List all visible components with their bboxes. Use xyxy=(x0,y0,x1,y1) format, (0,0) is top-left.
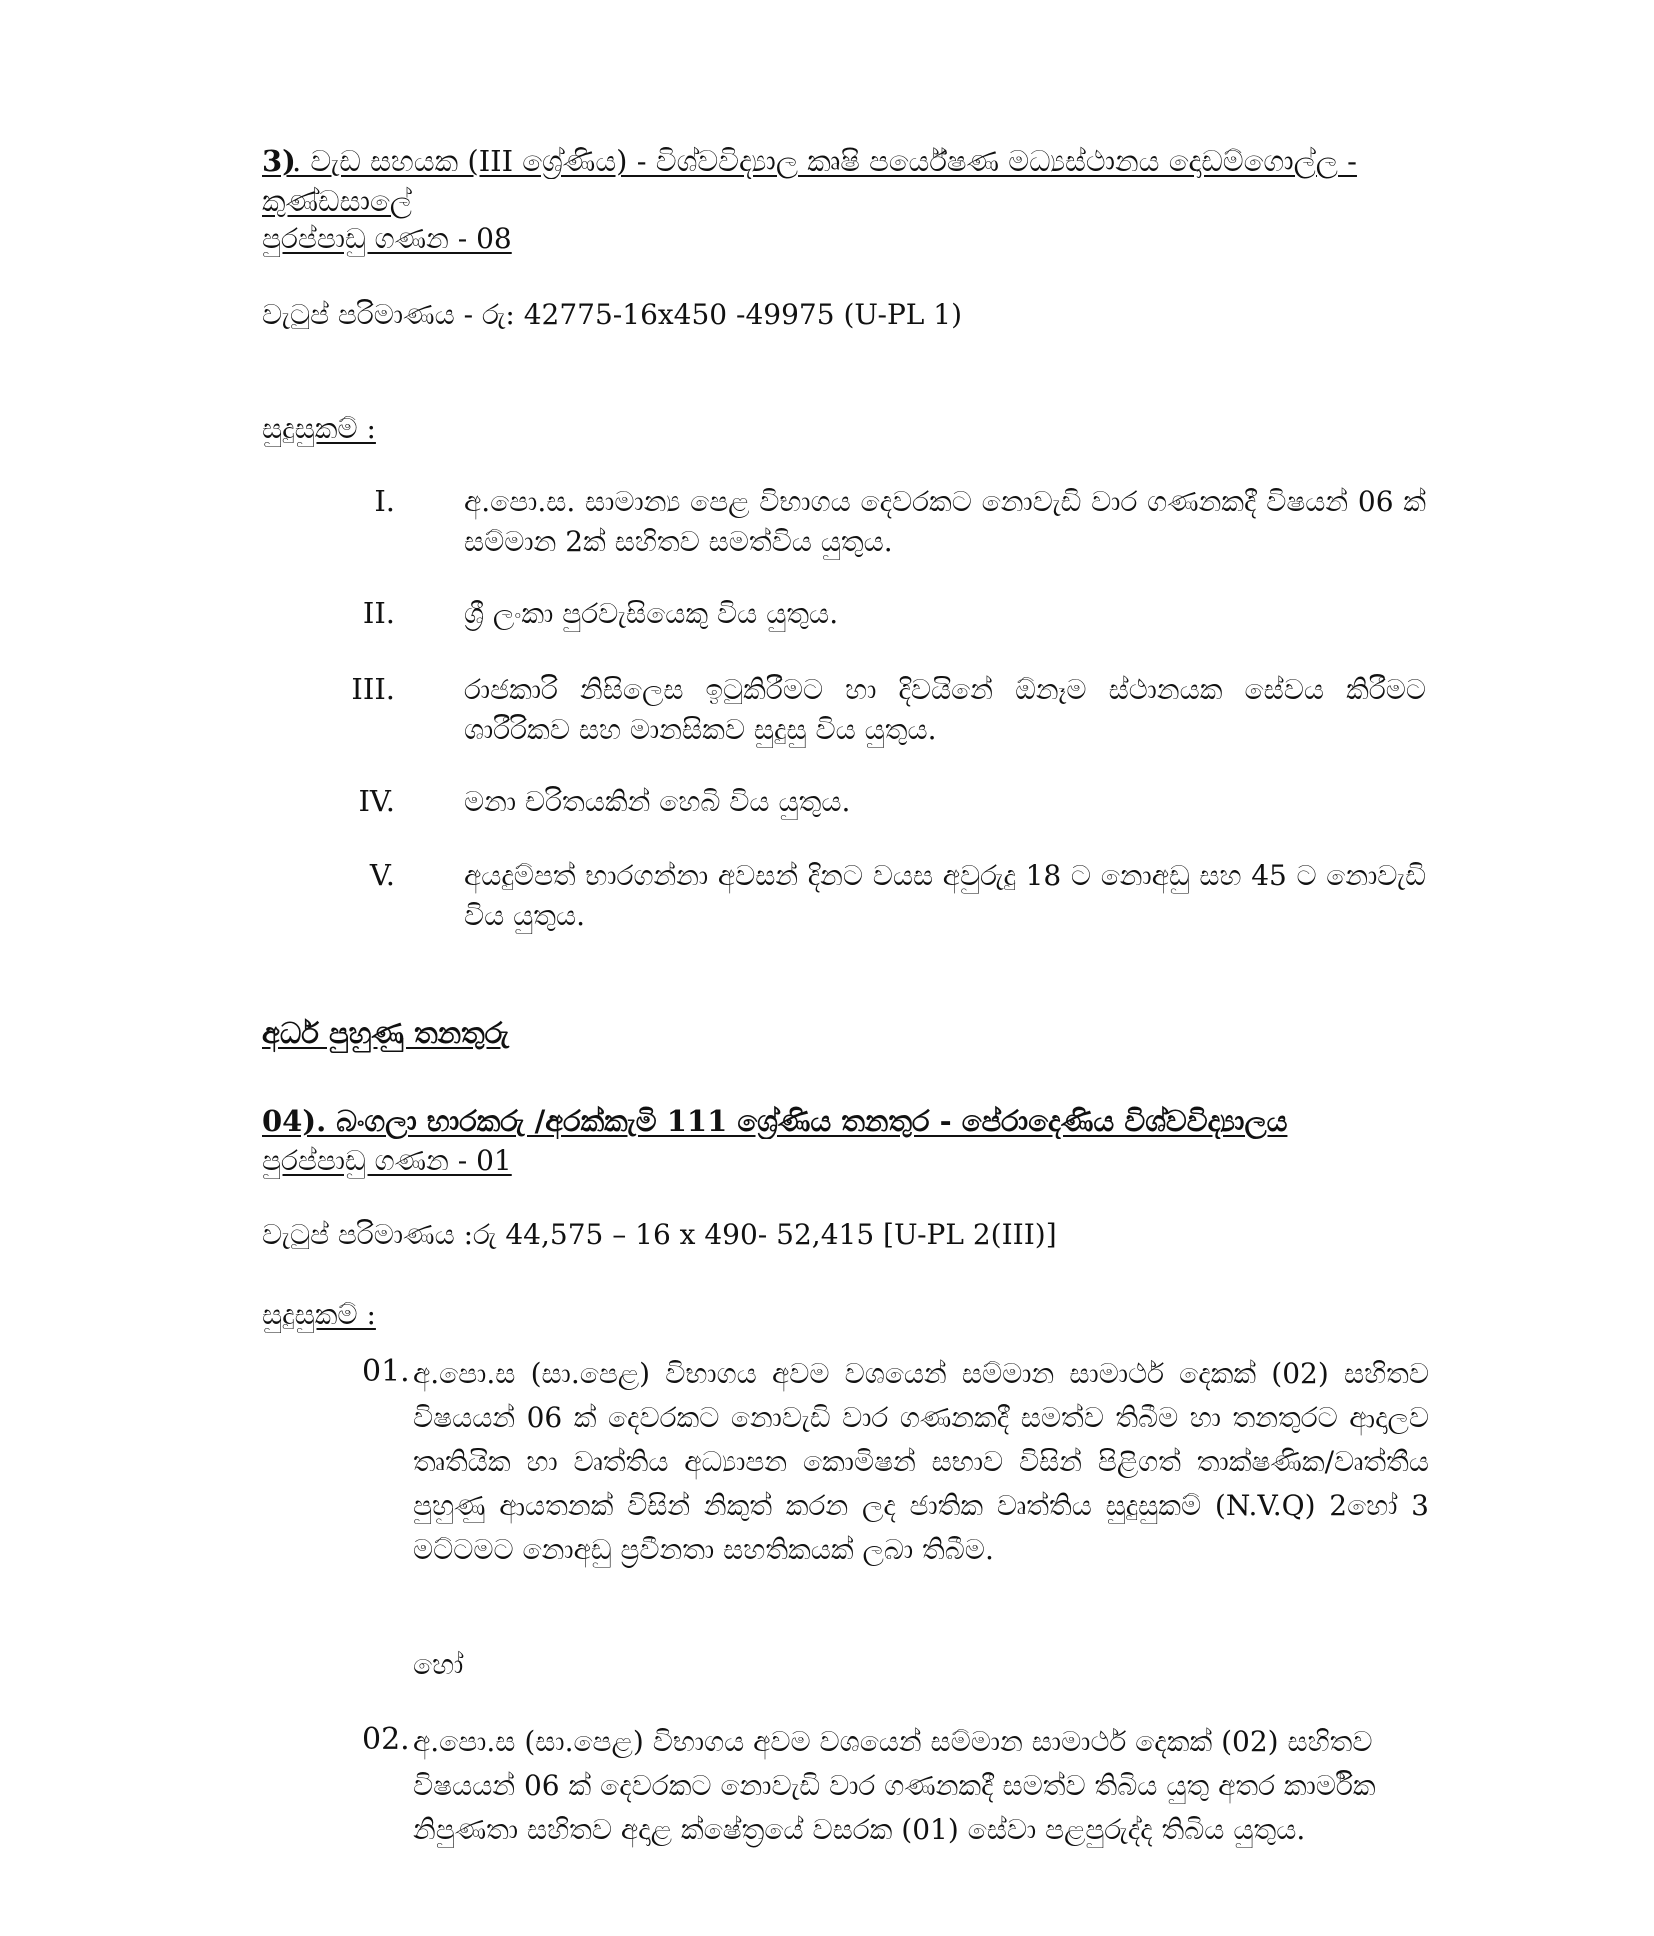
qualification-number: V. xyxy=(369,858,395,892)
section4-item1-number: 01. xyxy=(362,1354,410,1389)
section4-salary-scale: වැටුප් පරිමාණය :රු 44,575 – 16 x 490- 52,415 [U-PL 2(III)] xyxy=(262,1218,1057,1251)
qualification-text: අයදුම්පත් භාරගන්නා අවසන් දිනට වයස අවුරුදු 18 ට නොඅඩු සහ 45 ට නොවැඩි විය යුතුය. xyxy=(464,859,1426,932)
qualification-text: ශ්‍රී ලංකා පුරවැසියෙකු විය යුතුය. xyxy=(464,597,839,630)
qualification-number: IV. xyxy=(358,784,395,818)
section3-heading-line1: . වැඩ සහයක (III ශ්‍රේණිය) - විශ්වවිද්‍යාල කෘෂි පර්යේෂණ මධ්‍යස්ථානය දොඩම්ගොල්ල - xyxy=(292,144,1357,178)
qualification-number: I. xyxy=(374,484,395,518)
qualification-number: III. xyxy=(351,672,395,706)
semi-skilled-posts-heading: අර්ධ පුහුණු තනතුරු xyxy=(262,1016,509,1050)
or-connector: හෝ xyxy=(413,1648,464,1681)
qualification-text: රාජකාරි නිසිලෙස ඉටුකිරීමට හා දිවයිනේ ඕනෑම ස්ථානයක සේවය කිරීමට ශාරීරිකව සහ මානසිකව සුදුසු විය යුතුය. xyxy=(464,673,1426,746)
section3-heading-number: 3) xyxy=(262,144,296,178)
section4-qualifications-title: සුදුසුකම් : xyxy=(262,1298,376,1331)
qualification-text: අ.පො.ස. සාමාන්‍ය පෙළ විභාගය දෙවරකට නොවැඩි වාර ගණනකදී විෂයන් 06 ක් සම්මාන 2ක් සහිතව සමත්විය යුතුය. xyxy=(464,485,1426,558)
section3-salary-scale: වැටුප් පරිමාණය - රු: 42775-16x450 -49975 (U-PL 1) xyxy=(262,298,963,331)
section3-heading-line2: කුණ්ඩසාලේ xyxy=(262,184,412,218)
qualification-number: II. xyxy=(362,596,395,630)
section4-heading: 04). බංගලා භාරකරු /අරක්කැමි 111 ශ්‍රේණිය තනතුර - පේරාදෙණිය විශ්වවිද්‍යාලය xyxy=(262,1104,1288,1138)
section4-item2-number: 02. xyxy=(362,1722,410,1757)
section4-item1-text: අ.පො.ස (සා.පෙළ) විභාගය අවම වශයෙන් සම්මාන සාමාර්ථ දෙකක් (02) සහිතව විෂයයන් 06 ක් දෙවරකට නොවැඩි වාර ගණනකදී සමත්ව තිබීම හා තනතුරට ආදාලව තෘතියික හා වෘත්තිය අධ්‍යාපන කොමිෂන් සභාව විසින් පිළිගත් තාක්ෂණික/වෘත්තීය පුහුණු ආයතනක් විසින් නිකුත් කරන ලද ජාතික වෘත්තිය සුදුසුකම් (N.V.Q) 2හෝ 3 මට්ටමට නොඅඩු ප්‍රවීනතා සහතිකයක් ලබා තිබීම. xyxy=(413,1357,1429,1566)
section4-vacancy-count: පුරප්පාඩු ගණන - 01 xyxy=(262,1144,512,1177)
section3-vacancy-count: පුරප්පාඩු ගණන - 08 xyxy=(262,222,512,255)
qualification-text: මනා චරිතයකින් හෙබි විය යුතුය. xyxy=(464,785,851,818)
section4-item2-text: අ.පො.ස (සා.පෙළ) විභාගය අවම වශයෙන් සම්මාන සාමාර්ථ දෙකක් (02) සහිතව විෂයයන් 06 ක් දෙවරකට නොවැඩි වාර ගණනකදී සමත්ව තිබිය යුතු අතර කාර්මික නිපුණතා සහිතව අදාළ ක්ෂේත්‍රයේ වසරක (01) සේවා පළපුරුද්ද තිබිය යුතුය. xyxy=(413,1725,1376,1846)
section3-qualifications-title: සුදුසුකම් : xyxy=(262,412,376,445)
